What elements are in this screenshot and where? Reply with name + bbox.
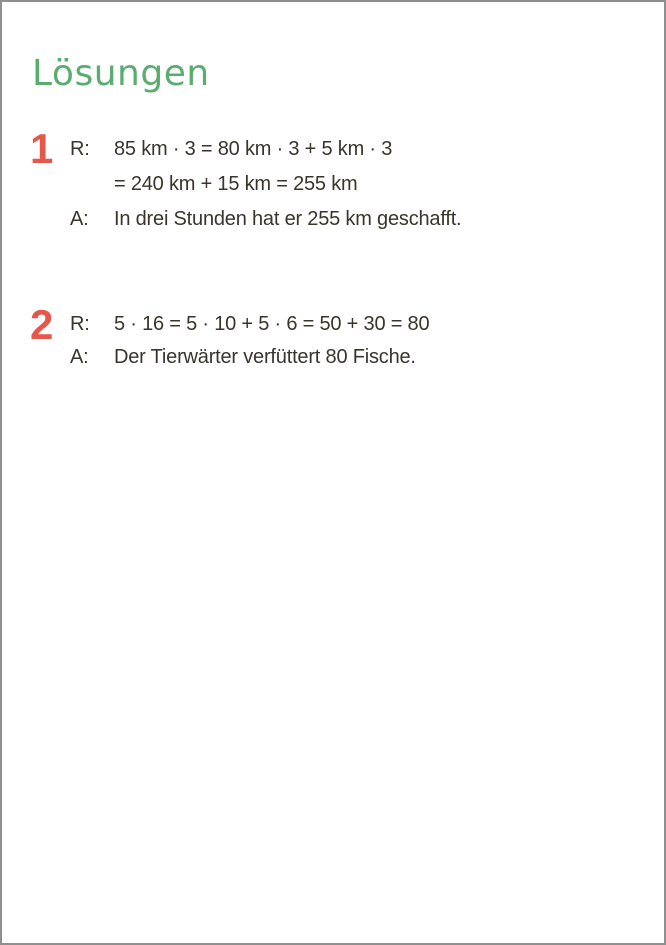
solution-steps	[70, 132, 461, 237]
answer-step	[70, 341, 429, 374]
solution-number: 2	[30, 301, 53, 348]
calculation-step	[70, 132, 461, 202]
answer-lines	[114, 202, 461, 237]
solution-block-2	[30, 301, 430, 374]
solution-steps	[70, 308, 429, 374]
answer-label: A:	[70, 208, 89, 230]
calculation-line: 5 · 16 = 5 · 10 + 5 · 6 = 50 + 30 = 80	[114, 313, 430, 335]
calculation-label: R:	[70, 138, 90, 160]
solution-number: 1	[30, 125, 53, 172]
calculation-lines	[114, 308, 429, 341]
answer-step	[70, 202, 461, 237]
calculation-label: R:	[70, 313, 90, 335]
answer-label: A:	[70, 346, 89, 368]
calculation-line: = 240 km + 15 km = 255 km	[114, 173, 358, 195]
calculation-line: 85 km · 3 = 80 km · 3 + 5 km · 3	[114, 138, 393, 160]
calculation-lines	[114, 132, 461, 202]
solution-block-1	[30, 125, 462, 237]
page-title: Lösungen	[32, 53, 210, 94]
answer-line: Der Tierwärter verfüttert 80 Fische.	[114, 346, 416, 368]
calculation-step	[70, 308, 429, 341]
answer-lines	[114, 341, 429, 374]
answer-line: In drei Stunden hat er 255 km geschafft.	[114, 208, 462, 230]
